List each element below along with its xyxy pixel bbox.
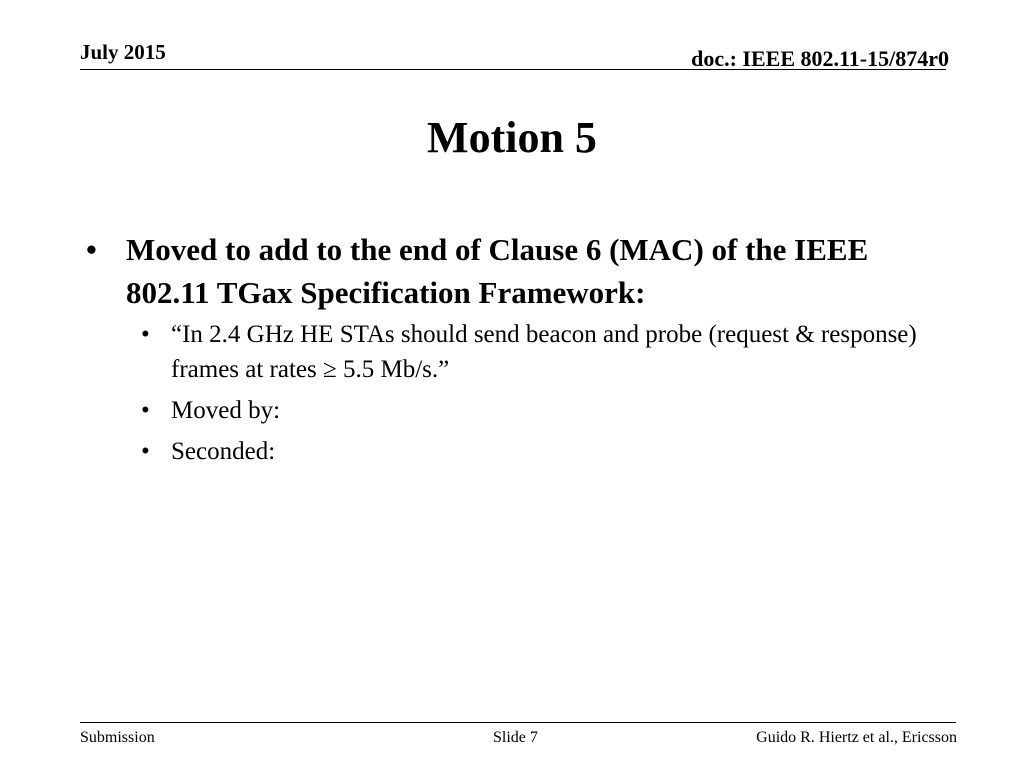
sub-bullet-text-moved-by: Moved by: (171, 397, 281, 424)
sub-bullet-item-quote (141, 317, 941, 387)
footer-divider (80, 722, 956, 723)
header-doc-id: doc.: IEEE 802.11-15/874r0 (691, 46, 949, 71)
sub-bullet-item-seconded (141, 434, 941, 469)
footer-submission: Submission (80, 729, 155, 746)
footer-slide-number: Slide 7 (493, 729, 538, 746)
bullet-item-motion (86, 228, 946, 314)
sub-bullet-text-seconded: Seconded: (171, 438, 276, 465)
sub-bullet-item-moved-by (141, 393, 941, 428)
bullet-text-motion: Moved to add to the end of Clause 6 (MAC) of the IEEE 802.11 TGax Specification Framework: (126, 232, 869, 310)
sub-bullet-marker: • (141, 438, 150, 465)
sub-bullet-marker: • (141, 397, 150, 424)
sub-bullet-text-quote: “In 2.4 GHz HE STAs should send beacon and probe (request & response) frames at rates ≥ 5.5 Mb/s.” (171, 321, 917, 383)
footer-author: Guido R. Hiertz et al., Ericsson (756, 729, 957, 746)
header-divider (80, 69, 946, 70)
sub-bullet-marker: • (141, 321, 150, 348)
slide-title: Motion 5 (427, 113, 597, 162)
bullet-marker: • (86, 232, 97, 267)
header-date: July 2015 (80, 40, 166, 64)
